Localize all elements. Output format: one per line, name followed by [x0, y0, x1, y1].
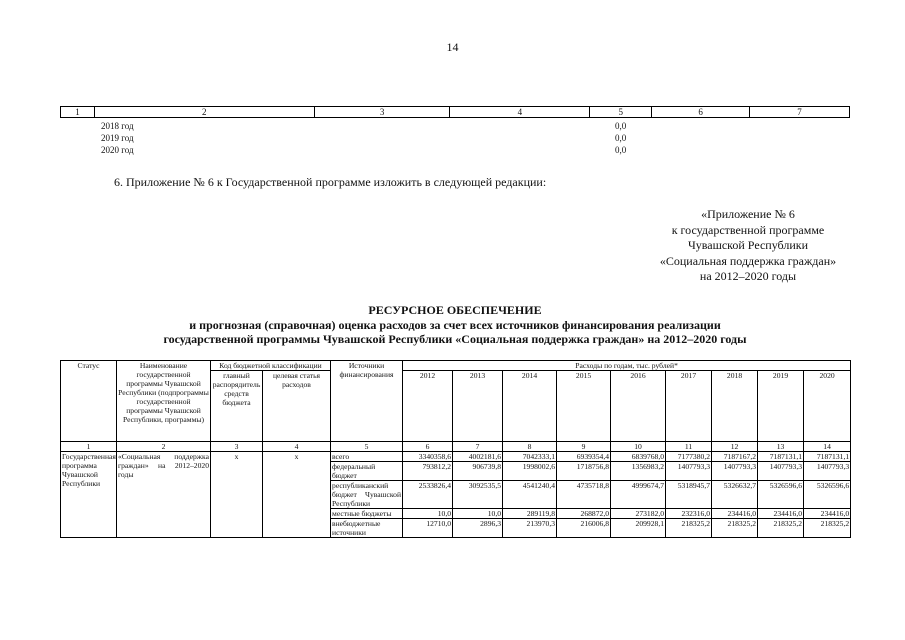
- column-number: 2: [117, 442, 211, 452]
- expense-value: 1356983,2: [611, 462, 666, 481]
- expense-value: 218325,2: [712, 519, 758, 538]
- previous-table-header: [60, 106, 850, 118]
- expense-value: 7042333,1: [503, 452, 557, 462]
- column-number: 3: [211, 442, 263, 452]
- header-source: Источники финансирования: [331, 361, 403, 442]
- prev-row-value: 0,0: [615, 133, 627, 143]
- header-grbs: главный распорядитель средств бюджета: [211, 371, 263, 442]
- expense-value: 5326596,6: [758, 481, 804, 509]
- title-line: РЕСУРСНОЕ ОБЕСПЕЧЕНИЕ: [368, 303, 542, 317]
- column-number: 4: [263, 442, 331, 452]
- expense-value: 5326632,7: [712, 481, 758, 509]
- expense-value: 1718756,8: [557, 462, 611, 481]
- column-number: 8: [503, 442, 557, 452]
- expense-value: 268872,0: [557, 509, 611, 519]
- funding-source: местные бюджеты: [331, 509, 403, 519]
- expense-value: 7177380,2: [666, 452, 712, 462]
- header-code: Код бюджетной классификации: [211, 361, 331, 371]
- funding-source: внебюджетные источники: [331, 519, 403, 538]
- prev-header-cell: 7: [750, 107, 850, 118]
- header-expenses: Расходы по годам, тыс. рублей*: [403, 361, 851, 371]
- expense-value: 4541240,4: [503, 481, 557, 509]
- expense-value: 12710,0: [403, 519, 453, 538]
- expense-value: 218325,2: [758, 519, 804, 538]
- prev-row-year: 2019 год: [101, 133, 134, 143]
- expense-value: 2896,3: [453, 519, 503, 538]
- appendix-line: «Социальная поддержка граждан»: [659, 253, 837, 268]
- column-number: 7: [453, 442, 503, 452]
- expense-value: 5326596,6: [804, 481, 851, 509]
- expense-value: 234416,0: [758, 509, 804, 519]
- page-number: 14: [446, 40, 459, 54]
- funding-source: всего: [331, 452, 403, 462]
- appendix-caption: [600, 207, 896, 285]
- prev-header-cell: 1: [61, 107, 95, 118]
- appendix-line: на 2012–2020 годы: [699, 269, 797, 283]
- header-year: 2020: [804, 371, 851, 442]
- expense-value: 4735718,8: [557, 481, 611, 509]
- header-status: Статус: [61, 361, 117, 442]
- expense-value: 218325,2: [666, 519, 712, 538]
- expense-value: 2533826,4: [403, 481, 453, 509]
- expense-value: 4999674,7: [611, 481, 666, 509]
- program-name: «Социальная поддержка граждан» на 2012–2020 годы: [117, 452, 211, 538]
- expense-value: 7187131,1: [758, 452, 804, 462]
- prev-row-value: 0,0: [615, 145, 627, 155]
- expense-value: 1407793,3: [804, 462, 851, 481]
- column-number: 11: [666, 442, 712, 452]
- funding-source: республиканский бюджет Чувашской Республики: [332, 481, 402, 508]
- table-row: [61, 452, 851, 462]
- prev-row-value: 0,0: [615, 121, 627, 131]
- header-year: 2014: [503, 371, 557, 442]
- document-title: [60, 303, 850, 347]
- target-code: x: [263, 452, 331, 538]
- resource-table: [60, 360, 851, 538]
- prev-header-cell: 3: [314, 107, 450, 118]
- expense-value: 6939354,4: [557, 452, 611, 462]
- expense-value: 3092535,5: [453, 481, 503, 509]
- grbs-code: x: [211, 452, 263, 538]
- expense-value: 3340358,6: [403, 452, 453, 462]
- appendix-line: «Приложение № 6: [701, 207, 795, 221]
- expense-value: 232316,0: [666, 509, 712, 519]
- expense-value: 4002181,6: [453, 452, 503, 462]
- appendix-line: к государственной программе: [671, 222, 825, 237]
- title-line: и прогнозная (справочная) оценка расходов за счет всех источников финансирования реализации: [189, 317, 721, 332]
- expense-value: 1998002,6: [503, 462, 557, 481]
- appendix-line: Чувашской Республики: [687, 238, 809, 252]
- expense-value: 218325,2: [804, 519, 851, 538]
- prev-header-cell: 2: [94, 107, 314, 118]
- amendment-paragraph: 6. Приложение № 6 к Государственной программе изложить в следующей редакции:: [114, 175, 547, 189]
- header-year: 2013: [453, 371, 503, 442]
- header-year: 2019: [758, 371, 804, 442]
- prev-header-cell: 5: [590, 107, 652, 118]
- expense-value: 1407793,3: [712, 462, 758, 481]
- column-number: 1: [61, 442, 117, 452]
- column-number: 12: [712, 442, 758, 452]
- expense-value: 7187167,2: [712, 452, 758, 462]
- header-name: Наименование государственной программы Чувашской Республики (подпрограммы государственной программы Чувашской Республики, программы): [117, 361, 211, 442]
- column-number: 13: [758, 442, 804, 452]
- column-number: 14: [804, 442, 851, 452]
- expense-value: 213970,3: [503, 519, 557, 538]
- expense-value: 273182,0: [611, 509, 666, 519]
- expense-value: 234416,0: [804, 509, 851, 519]
- expense-value: 234416,0: [712, 509, 758, 519]
- prev-row-year: 2020 год: [101, 145, 134, 155]
- prev-row-year: 2018 год: [101, 121, 134, 131]
- column-number: 10: [611, 442, 666, 452]
- header-target: целевая статья расходов: [263, 371, 331, 442]
- expense-value: 1407793,3: [758, 462, 804, 481]
- expense-value: 906739,8: [453, 462, 503, 481]
- funding-source: федеральный бюджет: [331, 462, 403, 481]
- header-year: 2017: [666, 371, 712, 442]
- header-year: 2016: [611, 371, 666, 442]
- header-year: 2012: [403, 371, 453, 442]
- column-number: 6: [403, 442, 453, 452]
- column-number: 5: [331, 442, 403, 452]
- expense-value: 209928,1: [611, 519, 666, 538]
- header-year: 2015: [557, 371, 611, 442]
- expense-value: 793812,2: [403, 462, 453, 481]
- expense-value: 289119,8: [503, 509, 557, 519]
- expense-value: 7187131,1: [804, 452, 851, 462]
- title-line: государственной программы Чувашской Республики «Социальная поддержка граждан» на 2012–2020 годы: [163, 332, 747, 346]
- expense-value: 10,0: [403, 509, 453, 519]
- expense-value: 10,0: [453, 509, 503, 519]
- expense-value: 5318945,7: [666, 481, 712, 509]
- prev-header-cell: 6: [652, 107, 750, 118]
- column-number: 9: [557, 442, 611, 452]
- expense-value: 6839768,0: [611, 452, 666, 462]
- expense-value: 216006,8: [557, 519, 611, 538]
- header-year: 2018: [712, 371, 758, 442]
- prev-header-cell: 4: [450, 107, 590, 118]
- status: Государственная программа Чувашской Республики: [61, 452, 117, 538]
- expense-value: 1407793,3: [666, 462, 712, 481]
